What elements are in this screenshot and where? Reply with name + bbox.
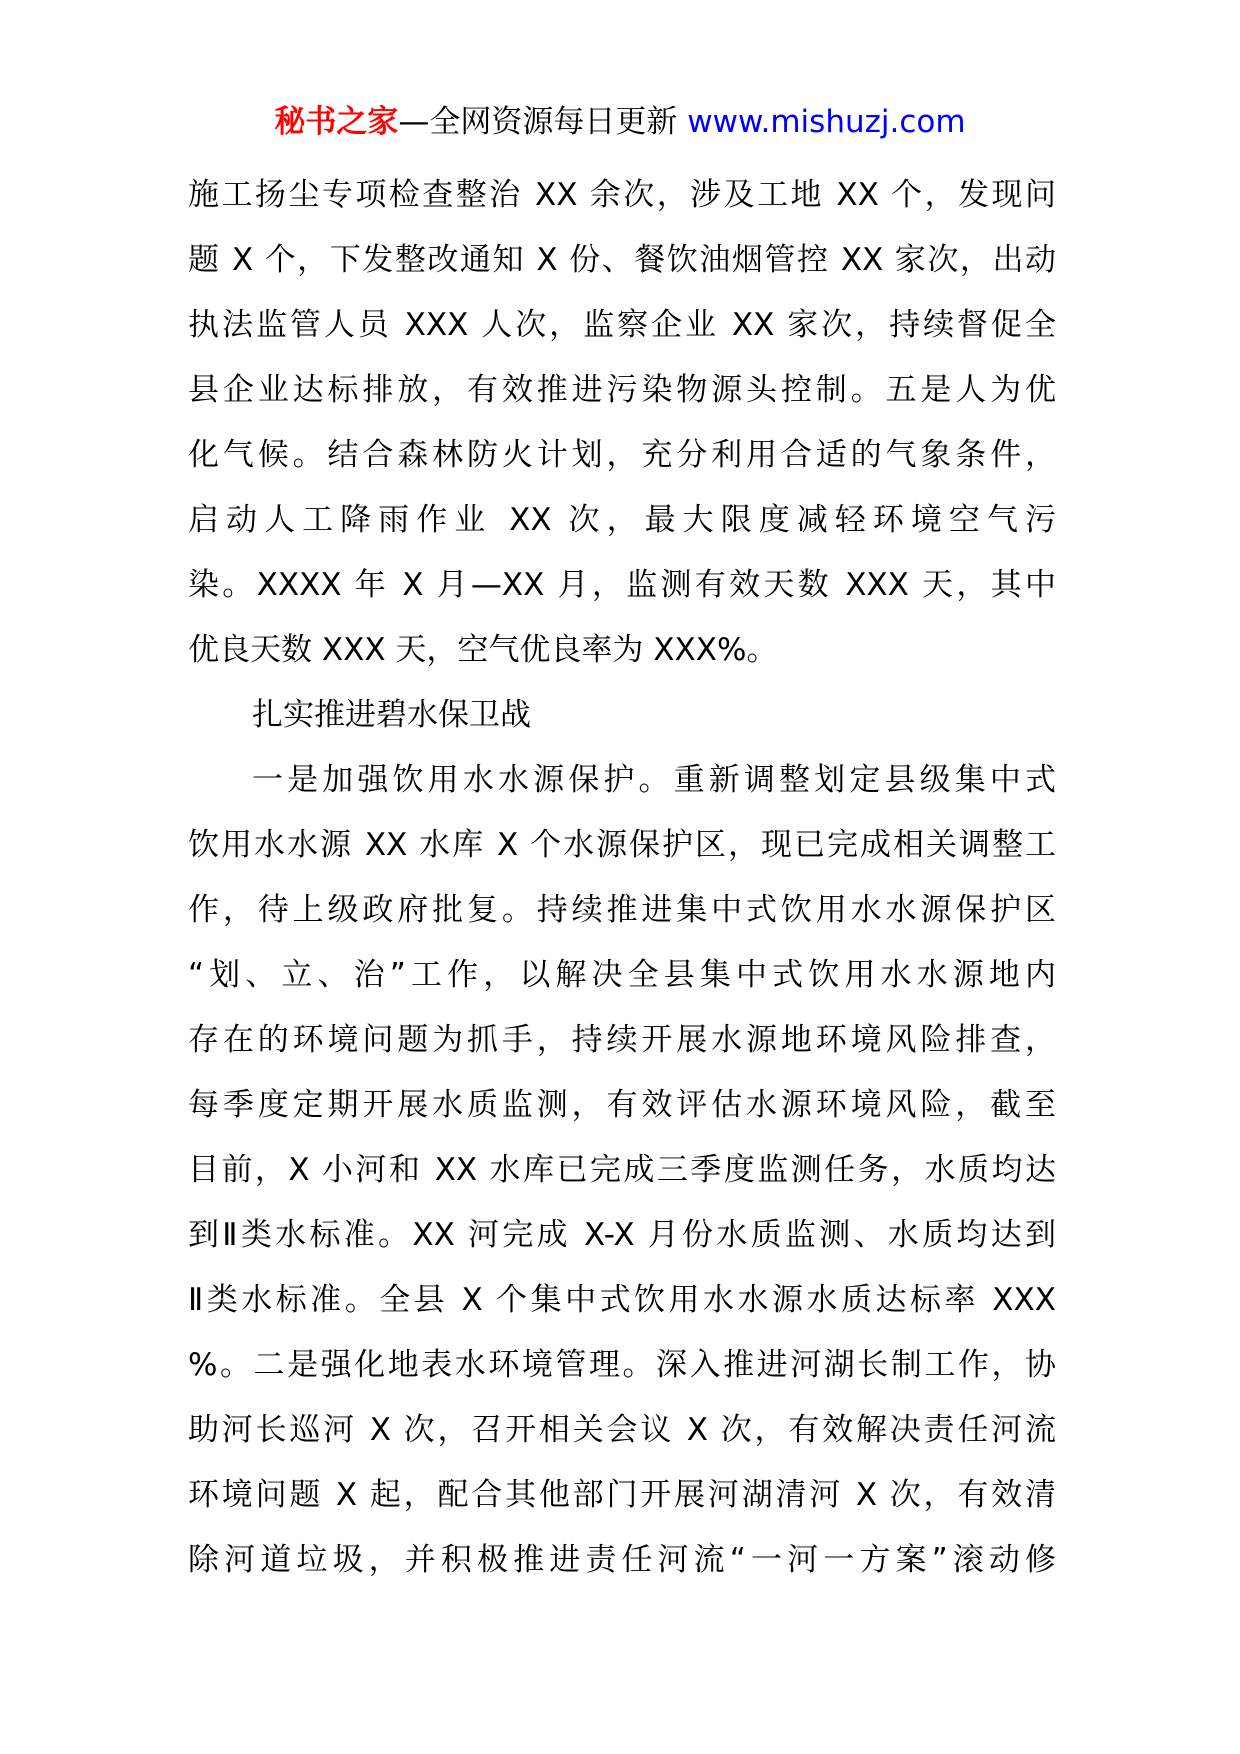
- text-line: 饮用水水源 XX 水库 X 个水源保护区，现已完成相关调整工: [188, 827, 1056, 863]
- text-line: 一是加强饮用水水源保护。重新调整划定县级集中式: [252, 762, 1056, 798]
- text-line: “划、立、治”工作，以解决全县集中式饮用水水源地内: [188, 957, 1056, 993]
- page-header: [0, 100, 1240, 144]
- text-line: 助河长巡河 X 次，召开相关会议 X 次，有效解决责任河流: [188, 1412, 1056, 1448]
- text-line: 染。XXXX 年 X 月—XX 月，监测有效天数 XXX 天，其中: [188, 567, 1056, 603]
- header-tagline: —全网资源每日更新: [398, 104, 678, 140]
- text-line: 存在的环境问题为抓手，持续开展水源地环境风险排查，: [188, 1022, 1056, 1058]
- document-body: [188, 163, 1056, 1593]
- text-line: 优良天数 XXX 天，空气优良率为 XXX%。: [188, 632, 778, 668]
- site-url-link[interactable]: www.mishuzj.com: [687, 104, 966, 140]
- text-line: 启动人工降雨作业 XX 次，最大限度减轻环境空气污: [188, 502, 1056, 538]
- text-line: 每季度定期开展水质监测，有效评估水源环境风险，截至: [188, 1087, 1056, 1123]
- text-line: 执法监管人员 XXX 人次，监察企业 XX 家次，持续督促全: [188, 307, 1056, 343]
- text-line: 扎实推进碧水保卫战: [252, 697, 531, 733]
- text-line: Ⅱ类水标准。全县 X 个集中式饮用水水源水质达标率 XXX: [188, 1282, 1056, 1318]
- text-line: 县企业达标排放，有效推进污染物源头控制。五是人为优: [188, 372, 1056, 408]
- text-line: 化气候。结合森林防火计划，充分利用合适的气象条件，: [188, 437, 1056, 473]
- text-line: 作，待上级政府批复。持续推进集中式饮用水水源保护区: [188, 892, 1056, 928]
- text-line: 环境问题 X 起，配合其他部门开展河湖清河 X 次，有效清: [188, 1477, 1056, 1513]
- text-line: 目前，X 小河和 XX 水库已完成三季度监测任务，水质均达: [188, 1152, 1056, 1188]
- text-line: 题 X 个，下发整改通知 X 份、餐饮油烟管控 XX 家次，出动: [188, 242, 1056, 278]
- text-line: %。二是强化地表水环境管理。深入推进河湖长制工作，协: [188, 1347, 1056, 1383]
- text-line: 施工扬尘专项检查整治 XX 余次，涉及工地 XX 个，发现问: [188, 177, 1056, 213]
- brand-name: 秘书之家: [274, 104, 399, 140]
- text-line: 除河道垃圾，并积极推进责任河流“一河一方案”滚动修: [188, 1542, 1056, 1578]
- text-line: 到Ⅱ类水标准。XX 河完成 X-X 月份水质监测、水质均达到: [188, 1217, 1056, 1253]
